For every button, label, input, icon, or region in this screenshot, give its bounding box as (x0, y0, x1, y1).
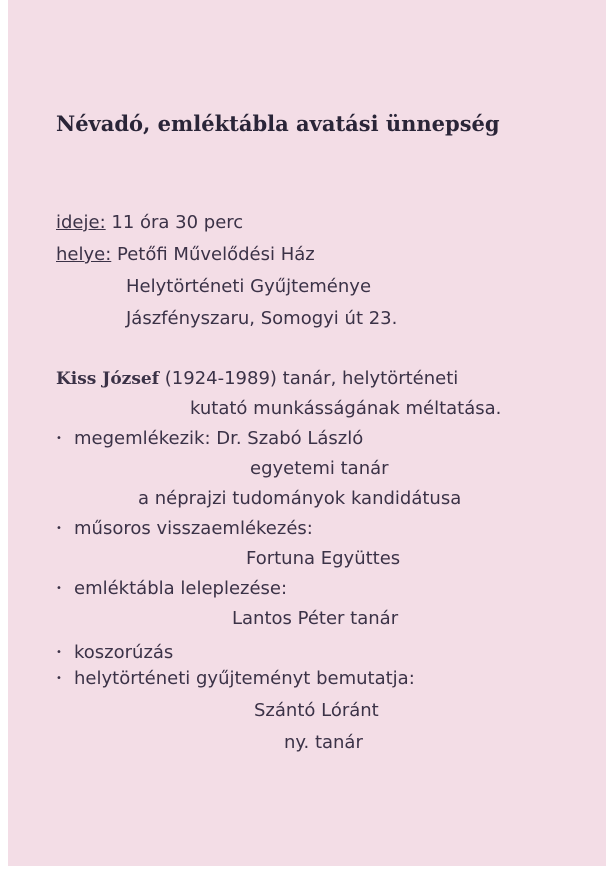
program-item-text: műsoros visszaemlékezés: (74, 518, 313, 539)
time-row (56, 212, 243, 234)
place-label: helye: (56, 244, 112, 265)
bullet-icon: • (56, 673, 62, 684)
honoree-line-1 (56, 368, 458, 390)
program-item-4 (56, 642, 173, 664)
program-item-5-sub-2: ny. tanár (284, 732, 363, 753)
program-item-5 (56, 668, 415, 690)
program-item-2-sub-1: Fortuna Együttes (246, 548, 401, 569)
program-item-3-sub-1: Lantos Péter tanár (232, 608, 399, 629)
honoree-line-2: kutató munkásságának méltatása. (190, 398, 502, 419)
honoree-rest: (1924-1989) tanár, helytörténeti (164, 368, 459, 389)
program-item-text: megemlékezik: Dr. Szabó László (74, 428, 364, 449)
program-item-1-sub-1: egyetemi tanár (250, 458, 389, 479)
time-label: ideje: (56, 212, 106, 233)
place-line-3: Jászfényszaru, Somogyi út 23. (126, 308, 398, 329)
place-row (56, 244, 315, 266)
time-value: 11 óra 30 perc (111, 212, 244, 233)
bullet-icon: • (56, 647, 62, 658)
program-item-5-sub-1: Szántó Lóránt (254, 700, 379, 721)
program-item-1-sub-2: a néprajzi tudományok kandidátusa (138, 488, 462, 509)
program-item-1 (56, 428, 363, 450)
program-item-text: emléktábla leleplezése: (74, 578, 288, 599)
bullet-icon: • (56, 433, 62, 444)
honoree-name: Kiss József (56, 369, 160, 389)
program-item-text: koszorúzás (74, 642, 174, 663)
program-item-2 (56, 518, 313, 540)
bullet-icon: • (56, 583, 62, 594)
page-title: Névadó, emléktábla avatási ünnepség (56, 111, 500, 136)
place-line-2: Helytörténeti Gyűjteménye (126, 276, 372, 297)
bullet-icon: • (56, 523, 62, 534)
program-item-text: helytörténeti gyűjteményt bemutatja: (74, 668, 415, 689)
program-item-3 (56, 578, 287, 600)
place-line-1: Petőfi Művelődési Ház (117, 244, 315, 265)
